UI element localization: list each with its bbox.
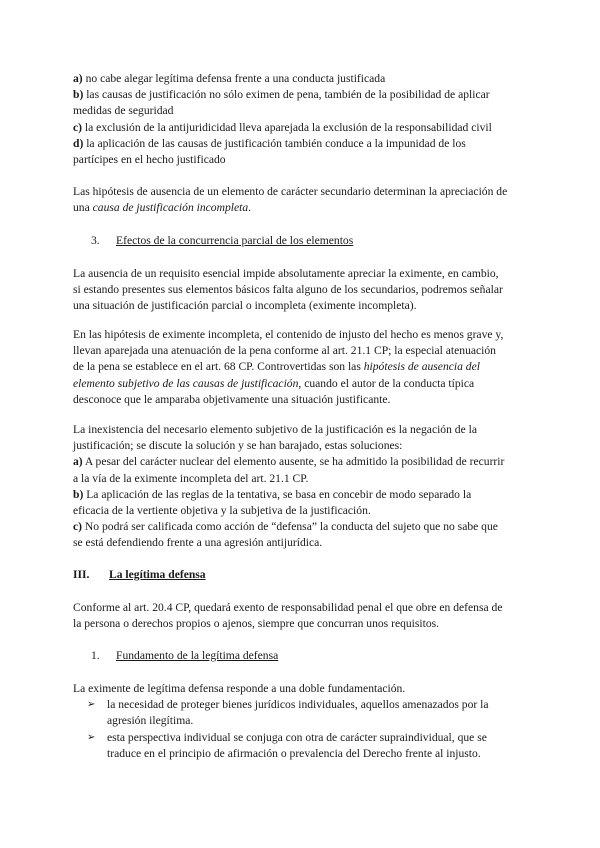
list-item-continuation: se está defendiendo frente a una agresión antijurídica. xyxy=(73,536,323,550)
paragraph-subjetivo: La inexistencia del necesario elemento subjetivo de la justificación es la negación de la justificación; se discute la solución y se han barajado, estas soluciones: a) A pesar del carácter nuclear del elemento ausente, se ha admitido la posibilidad de recurrir a la vía de la eximente incompleta del art. 21.1 CP. b) La aplicación de las reglas de la tentativa, se basa en concebir de modo separado la eficacia de la vertiente objetiva y la subjetiva de la justificación. c) No podrá ser calificada como acción de “defensa” la conducta del sujeto que no sabe que se está defendiendo frente a una agresión antijurídica. xyxy=(73,422,529,552)
list-consequences xyxy=(73,71,529,168)
list-item-continuation: medidas de seguridad xyxy=(73,104,174,118)
paragraph-fundamento: La eximente de legítima defensa responde a una doble fundamentación. ➢ la necesidad de proteger bienes jurídicos individuales, aquellos amenazados por la agresión ilegítima. ➢ esta perspectiva individual se conjuga con otra de carácter supraindividual, que se traduce en el principio de afirmación o prevalencia del Derecho frente al injusto. xyxy=(73,681,529,762)
list-item-continuation: agresión ilegítima. xyxy=(107,714,194,728)
list-item-continuation: traduce en el principio de afirmación o prevalencia del Derecho frente al injusto. xyxy=(107,746,481,760)
list-item: ➢ esta perspectiva individual se conjuga con otra de carácter supraindividual, que se xyxy=(73,730,529,746)
list-item: b) las causas de justificación no sólo eximen de pena, también de la posibilidad de aplicar xyxy=(73,88,490,102)
paragraph-conforme: Conforme al art. 20.4 CP, quedará exento de responsabilidad penal el que obre en defensa de la persona o derechos propios o ajenos, siempre que concurran unos requisitos. xyxy=(73,601,503,631)
arrow-bullet-icon: ➢ xyxy=(87,731,96,743)
paragraph-incompleta: Las hipótesis de ausencia de un elemento de carácter secundario determinan la apreciación de una causa de justificación incompleta. xyxy=(73,185,508,215)
list-item-continuation: partícipes en el hecho justificado xyxy=(73,153,226,167)
paragraph-eximente: En las hipótesis de eximente incompleta, el contenido de injusto del hecho es menos grave y, llevan aparejada una atenuación de la pena conforme al art. 21.1 CP; la especial atenuación de la pena se establece en el art. 68 CP. Controvertidas son las hipótesis de ausencia del elemento subjetivo de las causas de justificación, cuando el autor de la conducta típica desconoce que le amparaba objetivamente una situación justificante. xyxy=(73,328,504,406)
list-item: a) A pesar del carácter nuclear del elemento ausente, se ha admitido la posibilidad de recurrir xyxy=(73,455,505,469)
list-item: c) la exclusión de la antijuridicidad lleva aparejada la exclusión de la responsabilidad civil xyxy=(73,120,492,134)
arrow-bullet-icon: ➢ xyxy=(87,699,96,711)
list-item: a) no cabe alegar legítima defensa frente a una conducta justificada xyxy=(73,72,386,85)
heading-efectos: 3. Efectos de la concurrencia parcial de los elementos xyxy=(91,234,354,247)
list-item-continuation: a la vía de la eximente incompleta del art. 21.1 CP. xyxy=(73,471,309,485)
section-heading-legitima-defensa: III. La legítima defensa xyxy=(73,568,206,581)
heading-fundamento: 1. Fundamento de la legítima defensa xyxy=(91,649,279,662)
list-item: d) la aplicación de las causas de justificación también conduce a la impunidad de los xyxy=(73,136,466,150)
list-item-continuation: eficacia de la vertiente objetiva y la subjetiva de la justificación. xyxy=(73,504,371,518)
list-item: b) La aplicación de las reglas de la tentativa, se basa en concebir de modo separado la xyxy=(73,487,472,501)
list-item: c) No podrá ser calificada como acción de “defensa” la conducta del sujeto que no sabe que xyxy=(73,520,498,534)
paragraph-requisito: La ausencia de un requisito esencial impide absolutamente apreciar la eximente, en cambio, si estando presentes sus elementos básicos falta alguno de los secundarios, podremos señalar una situación de justificación parcial o incompleta (eximente incompleta). xyxy=(73,267,503,313)
list-item: ➢ la necesidad de proteger bienes jurídicos individuales, aquellos amenazados por la xyxy=(73,697,529,713)
bullet-list xyxy=(73,697,529,762)
